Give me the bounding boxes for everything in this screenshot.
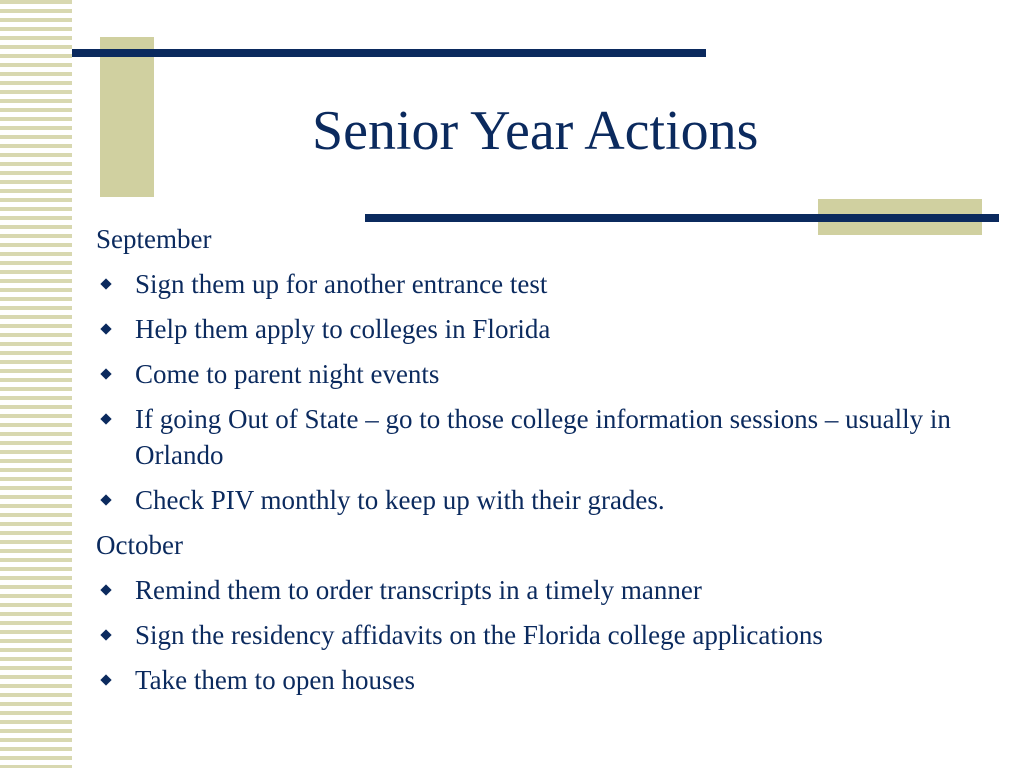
list-item — [96, 356, 996, 392]
diamond-bullet-icon — [100, 674, 111, 685]
list-item — [96, 482, 996, 518]
list-item — [96, 311, 996, 347]
diamond-bullet-icon — [100, 413, 111, 424]
list-item-text: Help them apply to colleges in Florida — [135, 314, 551, 344]
september-bullet-list — [96, 266, 996, 518]
slide-content — [96, 221, 996, 707]
diamond-bullet-icon — [100, 278, 111, 289]
list-item — [96, 266, 996, 302]
list-item — [96, 572, 996, 608]
list-item-text: Take them to open houses — [135, 665, 416, 695]
list-item — [96, 401, 996, 473]
october-bullet-list — [96, 572, 996, 698]
top-rule-line — [72, 49, 706, 57]
diamond-bullet-icon — [100, 629, 111, 640]
list-item-text: Sign them up for another entrance test — [135, 269, 548, 299]
section-heading-september: September — [96, 224, 212, 254]
diamond-bullet-icon — [100, 323, 111, 334]
diamond-bullet-icon — [100, 584, 111, 595]
slide-title: Senior Year Actions — [312, 100, 759, 162]
list-item-text: Check PIV monthly to keep up with their grades. — [135, 485, 665, 515]
diamond-bullet-icon — [100, 368, 111, 379]
left-stripes-decoration — [0, 0, 72, 768]
diamond-bullet-icon — [100, 494, 111, 505]
section-heading-october: October — [96, 530, 183, 560]
list-item-text: If going Out of State – go to those college information sessions – usually in Orlando — [135, 404, 951, 470]
list-item — [96, 662, 996, 698]
list-item-text: Remind them to order transcripts in a timely manner — [135, 575, 702, 605]
list-item — [96, 617, 996, 653]
list-item-text: Come to parent night events — [135, 359, 440, 389]
list-item-text: Sign the residency affidavits on the Florida college applications — [135, 620, 823, 650]
top-left-accent-block — [100, 37, 154, 197]
